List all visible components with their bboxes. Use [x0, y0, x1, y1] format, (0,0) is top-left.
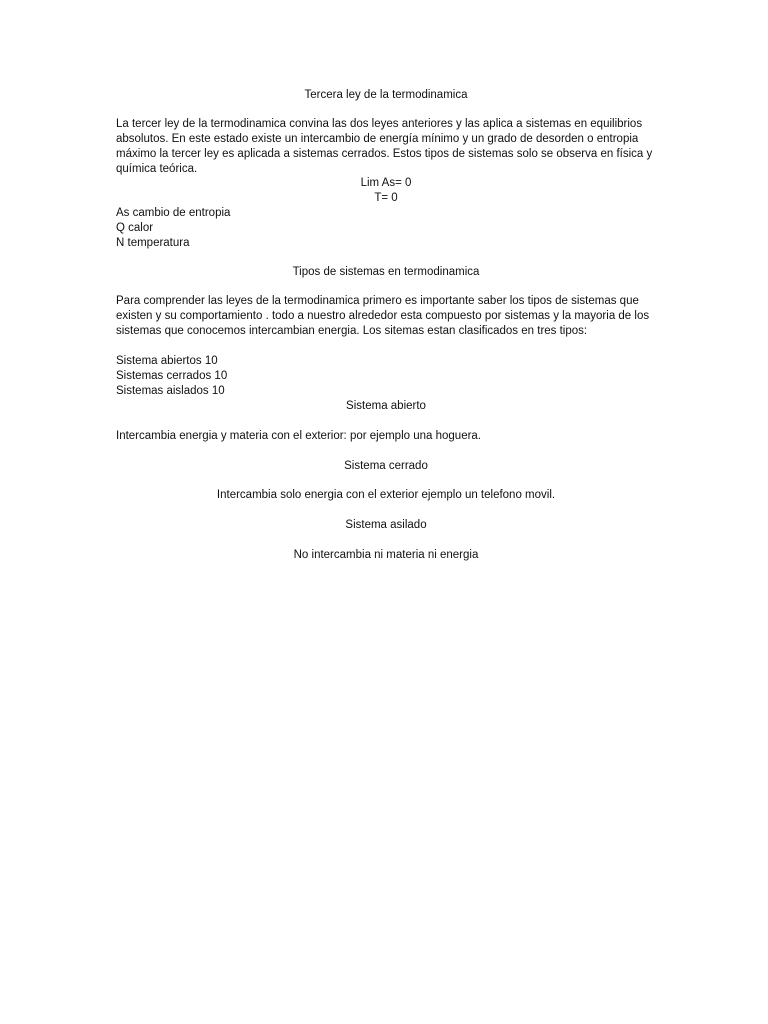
legend-item-heat: Q calor: [116, 222, 154, 234]
text-open-system: Intercambia energia y materia con el exterior: por ejemplo una hoguera.: [116, 430, 482, 442]
heading-closed-system: Sistema cerrado: [344, 460, 428, 472]
paragraph-third-law: La tercer ley de la termodinamica convina las dos leyes anteriores y las aplica a sistemas en equilibrios absolutos. En este estado existe un intercambio de energía mínimo y un grado de desorden o entropia máximo la tercer ley es aplicada a sistemas cerrados. Estos tipos de sistemas solo se observa en física y química teórica.: [116, 118, 653, 175]
list-item-closed-systems: Sistemas cerrados 10: [116, 370, 228, 382]
list-item-isolated-systems: Sistemas aislados 10: [116, 385, 225, 397]
text-closed-system: Intercambia solo energia con el exterior ejemplo un telefono movil.: [216, 489, 556, 501]
text-isolated-system: No intercambia ni materia ni energia: [293, 549, 479, 561]
legend-item-temperature: N temperatura: [116, 237, 190, 249]
formula-lim: Lim As= 0: [360, 177, 412, 189]
section-title-system-types: Tipos de sistemas en termodinamica: [292, 266, 480, 278]
section-title-third-law: Tercera ley de la termodinamica: [304, 89, 468, 101]
formula-temperature: T= 0: [374, 192, 398, 204]
legend-item-entropy: As cambio de entropia: [116, 207, 231, 219]
heading-open-system: Sistema abierto: [346, 400, 426, 412]
heading-isolated-system: Sistema asilado: [345, 519, 427, 531]
list-item-open-systems: Sistema abiertos 10: [116, 355, 218, 367]
paragraph-system-types: Para comprender las leyes de la termodinamica primero es importante saber los tipos de sistemas que existen y su comportamiento . todo a nuestro alrededor esta compuesto por sistemas y la mayoria de los sistemas que conocemos intercambian energia. Los sitemas estan clasificados en tres tipos:: [116, 295, 650, 337]
